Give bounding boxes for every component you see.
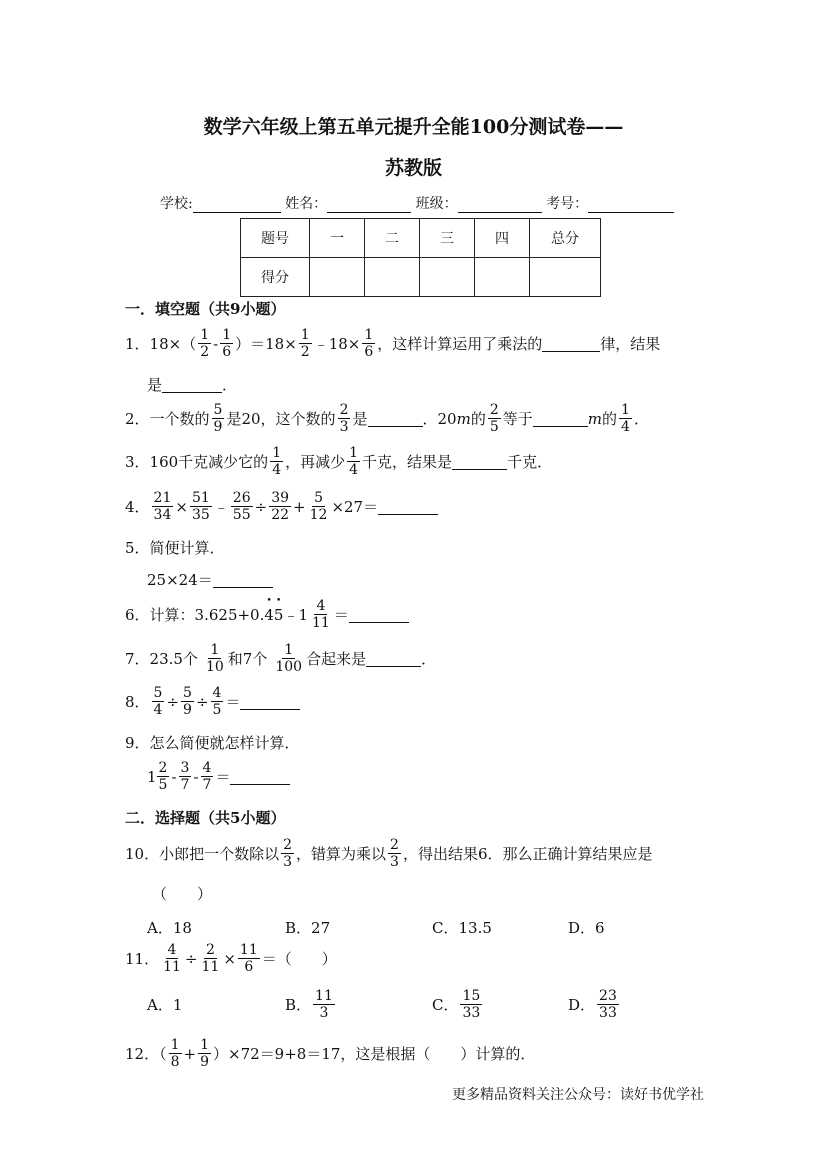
fraction: $\frac{5}{9}$ (213, 402, 223, 435)
fraction: $\frac{1}{6}$ (364, 327, 374, 360)
q2-text: 的 (602, 410, 618, 428)
repeating-digit: • 4 (264, 606, 274, 624)
question-7 (125, 642, 436, 675)
q10-text: ，得出结果6．那么正确计算结果应是 (402, 845, 653, 863)
q4-text: ×27＝ (331, 498, 379, 516)
score-label-cell: 得分 (241, 258, 310, 297)
q1-text: 律，结果 (600, 335, 661, 353)
q4-text: ÷ (254, 497, 268, 516)
question-2 (125, 402, 649, 435)
student-info-row (160, 193, 674, 213)
answer-blank[interactable] (366, 651, 421, 667)
q7-text: ． (421, 650, 437, 668)
q10-option-c[interactable]: C．13.5 (432, 919, 492, 937)
q3-text: ，再减少 (285, 453, 346, 471)
q7-text: 和7个 (227, 650, 268, 668)
q6-text: 6．计算：3.625+0. (125, 606, 265, 624)
q12-text: 12．（ (125, 1045, 167, 1063)
fraction: $\frac{1}{2}$ (200, 327, 210, 360)
fraction: $\frac{21}{34}$ (153, 490, 172, 523)
q10-text: ，错算为乘以 (296, 845, 387, 863)
q3-text: 3．160千克减少它的 (125, 453, 269, 471)
q1-text: ，这样计算运用了乘法的 (377, 335, 543, 353)
fraction: $\frac{1}{4}$ (272, 445, 282, 478)
question-6 (125, 598, 409, 631)
answer-blank[interactable] (542, 336, 600, 352)
q11-text: × (223, 949, 236, 968)
score-input-cell[interactable] (420, 258, 475, 297)
answer-blank[interactable] (368, 411, 423, 427)
answer-blank[interactable] (162, 377, 222, 393)
name-blank[interactable] (327, 198, 411, 213)
q6-text: ﹣1 (283, 606, 309, 624)
q11-option-c[interactable]: C． $\frac{15}{33}$ (432, 988, 481, 1021)
answer-blank[interactable] (349, 607, 409, 623)
q10-paren[interactable]: （ ） (152, 885, 213, 903)
q5-text: 5．简便计算． (125, 539, 225, 557)
score-table-score-row (241, 258, 601, 297)
question-1-cont (147, 374, 237, 395)
score-cell: 二 (365, 219, 420, 258)
section1-heading: 一．填空题（共9小题） (125, 300, 286, 318)
fraction: $\frac{5}{4}$ (153, 685, 163, 718)
unit-text: m (587, 409, 603, 428)
score-cell: 题号 (241, 219, 310, 258)
score-input-cell[interactable] (475, 258, 530, 297)
fraction: $\frac{1}{6}$ (222, 327, 232, 360)
class-label: 班级： (415, 196, 458, 212)
fraction: $\frac{15}{33}$ (462, 988, 481, 1021)
q10-option-a[interactable]: A．18 (147, 919, 192, 937)
fraction: $\frac{2}{3}$ (390, 837, 399, 870)
q11-option-a[interactable]: A．1 (147, 996, 183, 1014)
score-cell: 总分 (530, 219, 601, 258)
fraction: $\frac{4}{11}$ (163, 942, 181, 975)
q8-text: ＝ (225, 693, 241, 711)
score-table (240, 218, 601, 297)
fraction: $\frac{2}{5}$ (158, 760, 168, 793)
fraction: $\frac{11}{3}$ (315, 988, 333, 1021)
fraction: $\frac{1}{10}$ (205, 642, 224, 675)
q9-text: ＝ (215, 768, 231, 786)
answer-blank[interactable] (378, 499, 438, 515)
q8-text: ÷ (195, 692, 209, 711)
title-line1: 数学六年级上第五单元提升全能100分测试卷—— (203, 116, 624, 138)
q1-text: 1．18×（ (125, 335, 197, 353)
answer-blank[interactable] (230, 769, 290, 785)
fraction: $\frac{1}{100}$ (275, 642, 303, 675)
q9-text: 1 (147, 767, 157, 786)
fraction: $\frac{1}{4}$ (349, 445, 359, 478)
question-5-expr (147, 569, 273, 590)
title-line2: 苏教版 (384, 157, 442, 179)
fraction: $\frac{2}{3}$ (339, 402, 349, 435)
fraction: $\frac{1}{9}$ (200, 1037, 210, 1070)
question-9 (125, 732, 300, 753)
q12-text: + (183, 1044, 197, 1063)
fraction: $\frac{1}{2}$ (300, 327, 310, 360)
q3-text: 千克． (507, 453, 553, 471)
q3-text: 千克，结果是 (362, 453, 453, 471)
question-1 (125, 327, 660, 360)
q7-text: 7．23.5个 (125, 650, 198, 668)
fraction: $\frac{2}{5}$ (489, 402, 499, 435)
question-11 (125, 942, 337, 975)
q4-text: × (175, 497, 188, 516)
exam-no-blank[interactable] (588, 198, 674, 213)
q4-text: ﹣ (213, 498, 229, 516)
q4-text: 4． (125, 498, 150, 516)
q11-text: ÷ (184, 949, 198, 968)
q1-text: ． (222, 376, 238, 394)
q2-text: 是20，这个数的 (226, 410, 336, 428)
question-3 (125, 445, 552, 478)
score-input-cell[interactable] (310, 258, 365, 297)
footer-note: 更多精品资料关注公众号：读好书优学社 (452, 1087, 704, 1103)
fraction: $\frac{39}{22}$ (271, 490, 290, 523)
answer-blank[interactable] (533, 411, 588, 427)
fraction: $\frac{5}{9}$ (183, 685, 192, 718)
q9-text: - (171, 767, 177, 786)
q12-text: ）×72＝9+8＝17，这是根据（ ）计算的． (213, 1045, 536, 1063)
question-8 (125, 685, 300, 718)
fraction: $\frac{4}{7}$ (202, 760, 212, 793)
fraction: $\frac{3}{7}$ (180, 760, 190, 793)
q1-text: 是 (147, 376, 163, 394)
q10-text: 10．小郎把一个数除以 (125, 845, 280, 863)
question-12 (125, 1037, 535, 1070)
fraction: $\frac{1}{4}$ (621, 402, 630, 435)
fraction: $\frac{51}{35}$ (191, 490, 210, 523)
fraction: $\frac{4}{11}$ (312, 598, 330, 631)
q8-text: 8． (125, 693, 150, 711)
q2-text: 是 (352, 410, 368, 428)
score-cell: 四 (475, 219, 530, 258)
q11-text: 11． (125, 950, 160, 968)
answer-blank[interactable] (452, 454, 507, 470)
q2-text: 的 (470, 410, 486, 428)
q2-text: 2．一个数的 (125, 410, 210, 428)
q11-option-d[interactable]: D． $\frac{23}{33}$ (568, 988, 617, 1021)
score-input-cell[interactable] (530, 258, 601, 297)
q8-text: ÷ (166, 692, 180, 711)
fraction: $\frac{2}{11}$ (201, 942, 220, 975)
score-cell: 三 (420, 219, 475, 258)
q2-text: ． (633, 410, 649, 428)
section2-heading: 二．选择题（共5小题） (125, 809, 286, 827)
name-label: 姓名： (285, 196, 328, 212)
class-blank[interactable] (458, 198, 542, 213)
repeating-digit: • 5 (274, 606, 284, 624)
q4-text: + (293, 497, 306, 516)
unit-text: m (456, 409, 471, 428)
q10-option-b[interactable]: B．27 (285, 919, 331, 937)
answer-blank[interactable] (213, 572, 273, 588)
score-cell: 一 (310, 219, 365, 258)
q6-text: ＝ (333, 606, 349, 624)
question-9-expr (147, 760, 290, 793)
school-label: 学校: (160, 196, 193, 212)
q11-text: ＝（ ） (261, 950, 337, 968)
fraction: $\frac{5}{12}$ (309, 490, 328, 523)
score-table-header-row (241, 219, 601, 258)
fraction: $\frac{1}{8}$ (170, 1037, 180, 1070)
q1-text: - (213, 334, 219, 353)
fraction: $\frac{26}{55}$ (232, 490, 251, 523)
fraction: $\frac{23}{33}$ (599, 988, 617, 1021)
question-4 (125, 490, 438, 523)
q11-option-b[interactable]: B． $\frac{11}{3}$ (285, 988, 333, 1021)
q10-option-d[interactable]: D．6 (568, 919, 605, 937)
school-blank[interactable] (193, 198, 281, 213)
question-5 (125, 537, 225, 558)
q9-text: - (193, 767, 199, 786)
answer-blank[interactable] (240, 694, 300, 710)
fraction: $\frac{11}{6}$ (239, 942, 258, 975)
q9-text: 9．怎么简便就怎样计算． (125, 734, 300, 752)
fraction: $\frac{4}{5}$ (212, 685, 222, 718)
q7-text: 合起来是 (306, 650, 367, 668)
q1-text: ﹣18× (313, 335, 361, 353)
q1-text: ）＝18× (235, 335, 297, 353)
score-input-cell[interactable] (365, 258, 420, 297)
fraction: $\frac{2}{3}$ (283, 837, 293, 870)
q2-text: 等于 (502, 410, 533, 428)
q5-text: 25×24＝ (147, 571, 213, 589)
question-10 (125, 837, 653, 870)
exam-no-label: 考号： (546, 196, 589, 212)
q2-text: ．20 (422, 410, 457, 428)
